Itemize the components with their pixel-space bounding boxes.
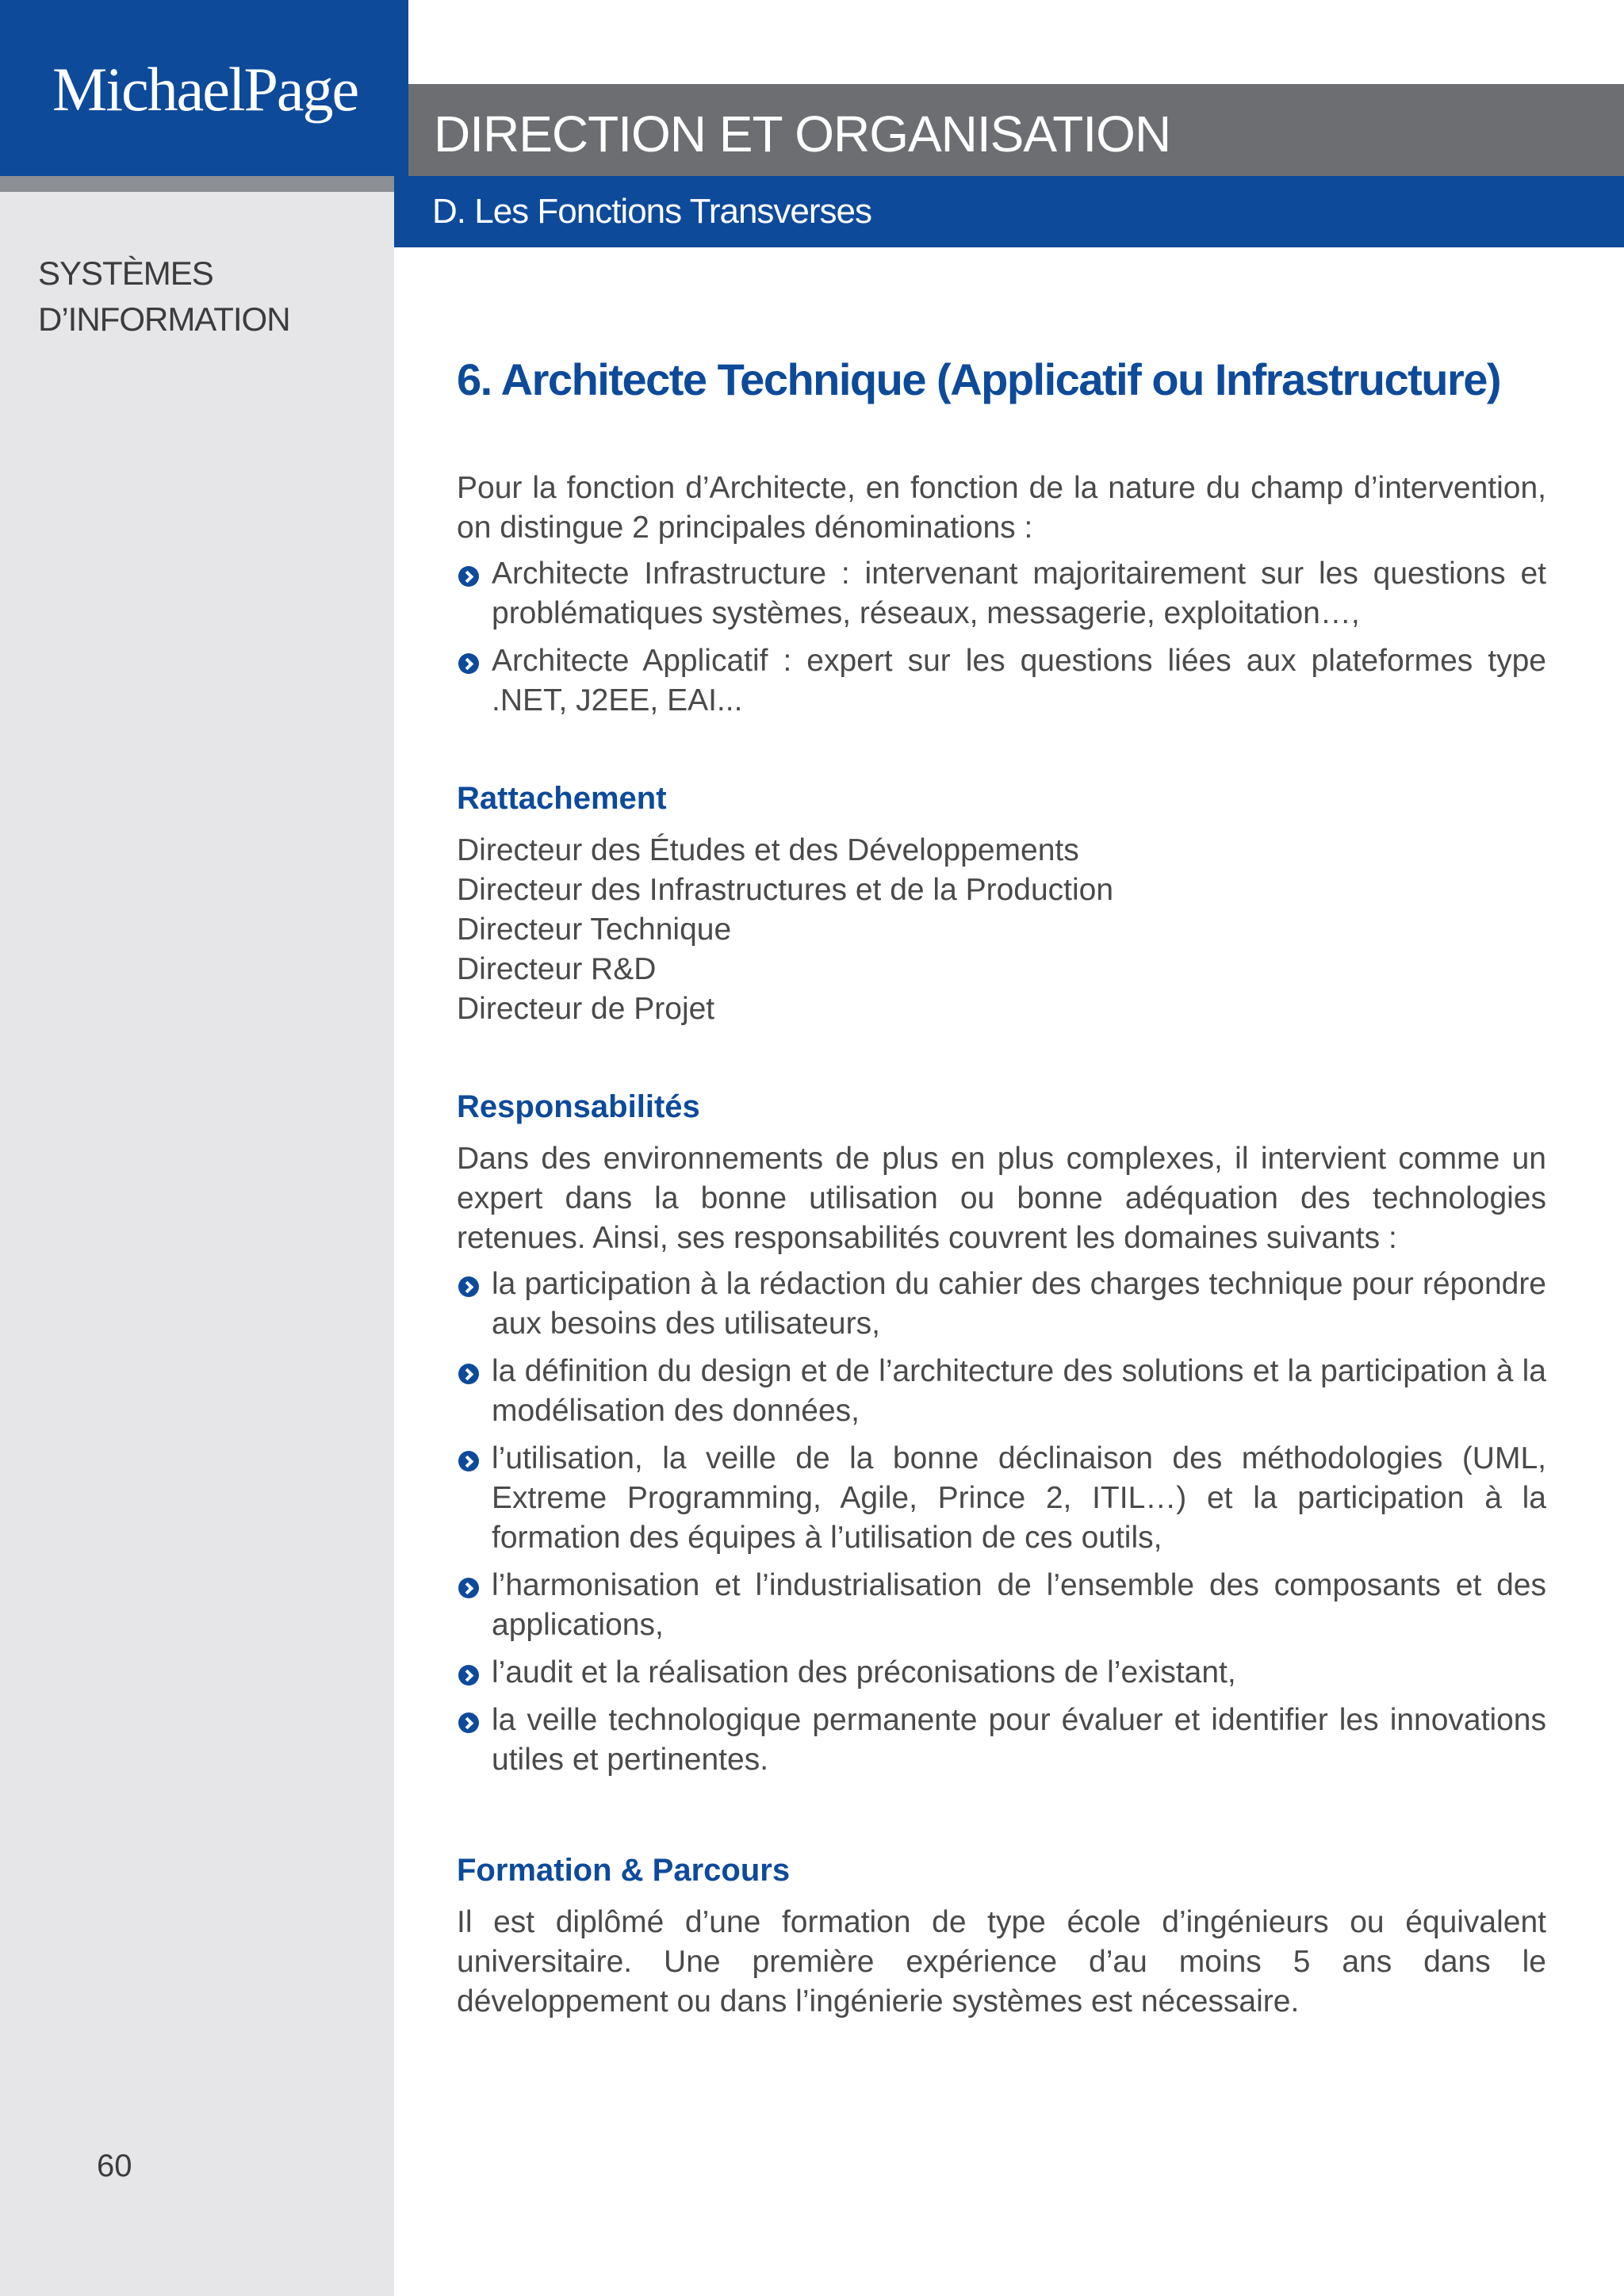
chevron-right-circle-icon (458, 1364, 479, 1384)
chevron-right-circle-icon (458, 1451, 479, 1471)
page-number: 60 (97, 2149, 132, 2183)
list-item-text: l’harmonisation et l’industrialisation de l’ensemble des composants et des applications, (492, 1568, 1546, 1642)
list-item: Directeur Technique (457, 913, 732, 947)
section-label (38, 251, 290, 342)
list-item-text: Architecte Infrastructure : intervenant majoritairement sur les questions et problématiques systèmes, réseaux, messagerie, exploitation…, (492, 557, 1546, 630)
responsabilites-bullet-list (457, 1265, 1546, 1780)
chevron-right-circle-icon (458, 653, 479, 674)
list-item (457, 1653, 1546, 1693)
logo (0, 0, 408, 176)
intro-bullet-list (457, 554, 1546, 721)
list-item (457, 1265, 1546, 1344)
list-item-text: la veille technologique permanente pour évaluer et identifier les innovations utiles et pertinentes. (492, 1703, 1546, 1777)
section-label-line1: SYSTÈMES (38, 254, 213, 292)
subheader-band (394, 176, 1624, 247)
rattachement-heading: Rattachement (457, 781, 667, 816)
list-item-text: l’utilisation, la veille de la bonne déclinaison des méthodologies (UML, Extreme Programming, Agile, Prince 2, ITIL…) et la participation à la formation des équipes à l’utilisation de ces outils, (492, 1441, 1546, 1555)
chevron-right-circle-icon (458, 1276, 479, 1297)
section-label-line2: D’INFORMATION (38, 300, 290, 338)
main-content (457, 354, 1546, 2022)
list-item: Directeur R&D (457, 952, 657, 986)
list-item (457, 641, 1546, 721)
list-item-text: la participation à la rédaction du cahier des charges technique pour répondre aux besoins des utilisateurs, (492, 1267, 1546, 1341)
responsabilites-heading: Responsabilités (457, 1089, 700, 1124)
list-item-text: l’audit et la réalisation des préconisations de l’existant, (492, 1655, 1236, 1689)
sidebar (0, 0, 394, 2296)
formation-paragraph: Il est diplômé d’une formation de type école d’ingénieurs ou équivalent universitaire. Une première expérience d’au moins 5 ans dans le développement ou dans l’ingénierie systèmes est nécessaire. (457, 1905, 1546, 2019)
header-title: DIRECTION ET ORGANISATION (434, 105, 1171, 163)
list-item (457, 554, 1546, 633)
header-band (408, 84, 1624, 176)
chevron-right-circle-icon (458, 1665, 479, 1686)
intro-paragraph: Pour la fonction d’Architecte, en fonction de la nature du champ d’intervention, on distingue 2 principales dénominations : (457, 471, 1546, 545)
responsabilites-paragraph: Dans des environnements de plus en plus complexes, il intervient comme un expert dans la bonne utilisation ou bonne adéquation des technologies retenues. Ainsi, ses responsabilités couvrent les domaines suivants : (457, 1142, 1546, 1255)
list-item-text: la définition du design et de l’architecture des solutions et la participation à la modélisation des données, (492, 1354, 1546, 1428)
list-item: Directeur de Projet (457, 992, 715, 1026)
chevron-right-circle-icon (458, 1578, 479, 1598)
list-item (457, 1352, 1546, 1431)
list-item: Directeur des Infrastructures et de la Production (457, 873, 1114, 907)
list-item (457, 1701, 1546, 1780)
logo-underline-strip (0, 176, 394, 192)
chevron-right-circle-icon (458, 566, 479, 587)
chevron-right-circle-icon (458, 1712, 479, 1733)
list-item (457, 1566, 1546, 1645)
list-item (457, 1439, 1546, 1558)
logo-text: MichaelPage (52, 55, 358, 124)
page-title: 6. Architecte Technique (Applicatif ou Infrastructure) (457, 354, 1501, 404)
formation-heading: Formation & Parcours (457, 1853, 791, 1888)
header-subtitle: D. Les Fonctions Transverses (432, 192, 872, 231)
list-item-text: Architecte Applicatif : expert sur les questions liées aux plateformes type .NET, J2EE, EAI... (492, 644, 1546, 718)
rattachement-list (457, 831, 1546, 1029)
list-item: Directeur des Études et des Développements (457, 833, 1079, 867)
